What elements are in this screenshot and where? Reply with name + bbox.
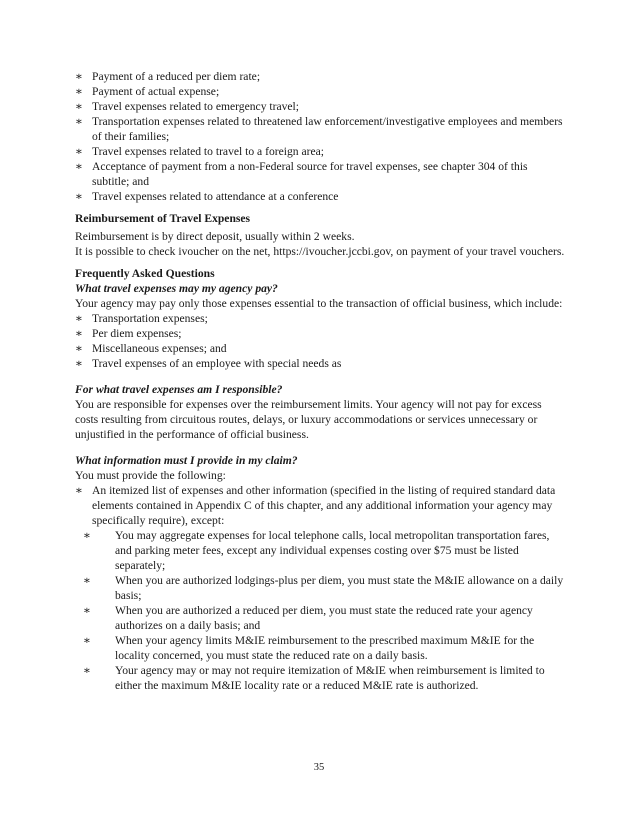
- claim-sub-list: [75, 528, 565, 693]
- sub-list-item: ∗ You may aggregate expenses for local telephone calls, local metropolitan transportation fares, and parking meter fees, except any individual expenses costing over $75 must be listed separately;: [83, 529, 550, 572]
- bullet-icon: ∗: [75, 85, 83, 98]
- faq-answer: You are responsible for expenses over the reimbursement limits. Your agency will not pay for excess costs resulting from circuitous routes, delays, or luxury accommodations or services unnecessary or unjustified in the performance of official business.: [75, 398, 542, 441]
- page-number: 35: [313, 762, 325, 773]
- section-heading-reimbursement: Reimbursement of Travel Expenses: [75, 212, 251, 225]
- section-heading-faq: Frequently Asked Questions: [75, 267, 215, 280]
- list-item: ∗ Travel expenses related to travel to a foreign area;: [75, 145, 324, 158]
- bullet-icon: ∗: [83, 604, 91, 617]
- document-page: [75, 69, 565, 693]
- faq-question: For what travel expenses am I responsible?: [75, 383, 283, 396]
- list-item: ∗ Transportation expenses related to threatened law enforcement/investigative employees and members of their families;: [75, 115, 563, 143]
- list-item: ∗ Payment of a reduced per diem rate;: [75, 70, 261, 83]
- list-item: ∗ Transportation expenses;: [75, 312, 208, 325]
- bullet-icon: ∗: [83, 634, 91, 647]
- faq-answer: Your agency may pay only those expenses essential to the transaction of official business, which include:: [75, 297, 563, 310]
- list-item: ∗ Payment of actual expense;: [75, 85, 220, 98]
- bullet-icon: ∗: [75, 312, 83, 325]
- bullet-icon: ∗: [83, 574, 91, 587]
- sub-list-item: ∗ When your agency limits M&IE reimbursement to the prescribed maximum M&IE for the locality concerned, you must state the reduced rate on a daily basis.: [83, 634, 535, 662]
- bullet-icon: ∗: [75, 342, 83, 355]
- bullet-icon: ∗: [75, 484, 83, 497]
- list-item: ∗ Travel expenses related to emergency travel;: [75, 100, 300, 113]
- list-item: ∗ Miscellaneous expenses; and: [75, 342, 227, 355]
- top-bullet-list: [75, 69, 565, 204]
- claim-bullet-list: [75, 483, 565, 528]
- bullet-icon: ∗: [75, 357, 83, 370]
- faq-question: What information must I provide in my claim?: [75, 454, 298, 467]
- bullet-icon: ∗: [75, 327, 83, 340]
- faq-answer: You must provide the following:: [75, 469, 226, 482]
- bullet-icon: ∗: [75, 100, 83, 113]
- bullet-icon: ∗: [75, 160, 83, 173]
- list-item: ∗ Acceptance of payment from a non-Federal source for travel expenses, see chapter 304 of this subtitle; and: [75, 160, 528, 188]
- bullet-icon: ∗: [75, 190, 83, 203]
- list-item: ∗ Travel expenses of an employee with special needs as: [75, 357, 342, 370]
- faq-question: What travel expenses may my agency pay?: [75, 282, 278, 295]
- list-item: ∗ Travel expenses related to attendance at a conference: [75, 190, 339, 203]
- faq-bullet-list: [75, 311, 565, 371]
- sub-list-item: ∗ Your agency may or may not require itemization of M&IE when reimbursement is limited to either the maximum M&IE locality rate or a reduced M&IE rate is authorized.: [83, 664, 545, 692]
- list-item: ∗ An itemized list of expenses and other information (specified in the listing of required standard data elements contained in Appendix C of this chapter, and any additional information your agency may specifically require), except:: [75, 484, 556, 527]
- sub-list-item: ∗ When you are authorized lodgings-plus per diem, you must state the M&IE allowance on a daily basis;: [83, 574, 564, 602]
- bullet-icon: ∗: [75, 70, 83, 83]
- reimbursement-line: It is possible to check ivoucher on the net, https://ivoucher.jccbi.gov, on payment of your travel vouchers.: [75, 245, 565, 258]
- reimbursement-line: Reimbursement is by direct deposit, usually within 2 weeks.: [75, 230, 355, 243]
- bullet-icon: ∗: [83, 664, 91, 677]
- sub-list-item: ∗ When you are authorized a reduced per diem, you must state the reduced rate your agency authorizes on a daily basis; and: [83, 604, 533, 632]
- bullet-icon: ∗: [83, 529, 91, 542]
- bullet-icon: ∗: [75, 115, 83, 128]
- list-item: ∗ Per diem expenses;: [75, 327, 182, 340]
- bullet-icon: ∗: [75, 145, 83, 158]
